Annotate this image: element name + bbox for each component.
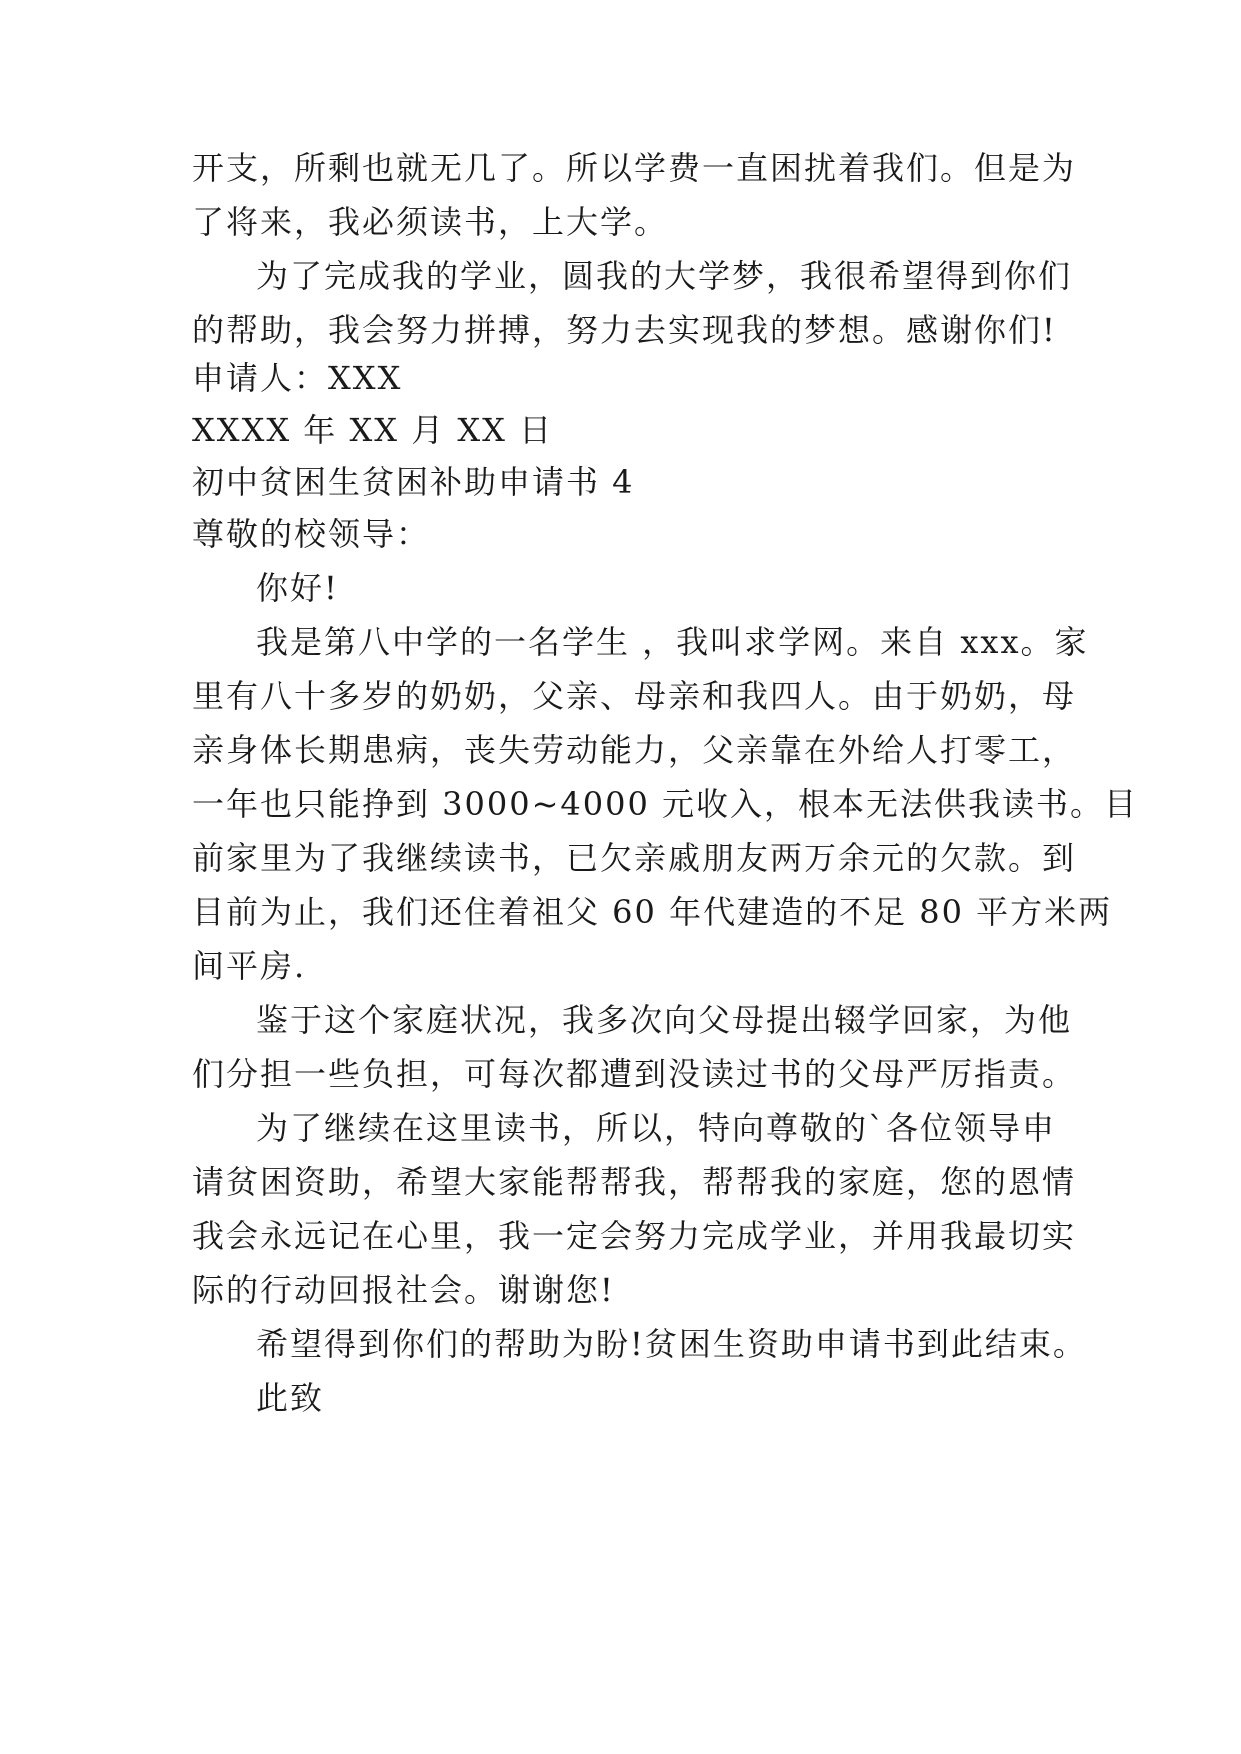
text-line: 鉴于这个家庭状况，我多次向父母提出辍学回家，为他 xyxy=(256,1001,1073,1039)
greeting: 你好! xyxy=(256,569,339,607)
text-line: 间平房. xyxy=(192,947,307,985)
salutation: 尊敬的校领导： xyxy=(192,515,431,553)
text-line: 了将来，我必须读书，上大学。 xyxy=(192,203,669,241)
text-line: 亲身体长期患病，丧失劳动能力，父亲靠在外给人打零工， xyxy=(192,731,1077,769)
closing-line: 此致 xyxy=(256,1379,325,1417)
text-line: 们分担一些负担，可每次都遭到没读过书的父母严厉指责。 xyxy=(192,1055,1077,1093)
text-line: 目前为止，我们还住着祖父 60 年代建造的不足 80 平方米两 xyxy=(192,893,1113,931)
applicant-line: 申请人：XXX xyxy=(192,359,403,397)
text-line: 希望得到你们的帮助为盼!贫困生资助申请书到此结束。 xyxy=(256,1325,1087,1363)
text-line: 我会永远记在心里，我一定会努力完成学业，并用我最切实 xyxy=(192,1217,1077,1255)
text-line: 为了继续在这里读书，所以，特向尊敬的`各位领导申 xyxy=(256,1109,1057,1147)
section-title: 初中贫困生贫困补助申请书 4 xyxy=(192,463,635,501)
text-line: 前家里为了我继续读书，已欠亲戚朋友两万余元的欠款。到 xyxy=(192,839,1077,877)
text-line: 我是第八中学的一名学生 ，我叫求学网。来自 xxx。家 xyxy=(256,623,1089,661)
text-line: 开支，所剩也就无几了。所以学费一直困扰着我们。但是为 xyxy=(192,149,1077,187)
text-line: 的帮助，我会努力拼搏，努力去实现我的梦想。感谢你们! xyxy=(192,311,1057,349)
text-line: 里有八十多岁的奶奶，父亲、母亲和我四人。由于奶奶，母 xyxy=(192,677,1077,715)
text-line: 请贫困资助，希望大家能帮帮我，帮帮我的家庭，您的恩情 xyxy=(192,1163,1077,1201)
text-line: 际的行动回报社会。谢谢您! xyxy=(192,1271,615,1309)
text-line: 为了完成我的学业，圆我的大学梦，我很希望得到你们 xyxy=(256,257,1073,295)
date-line: XXXX 年 XX 月 XX 日 xyxy=(192,411,554,449)
text-line: 一年也只能挣到 3000~4000 元收入，根本无法供我读书。目 xyxy=(192,785,1139,823)
